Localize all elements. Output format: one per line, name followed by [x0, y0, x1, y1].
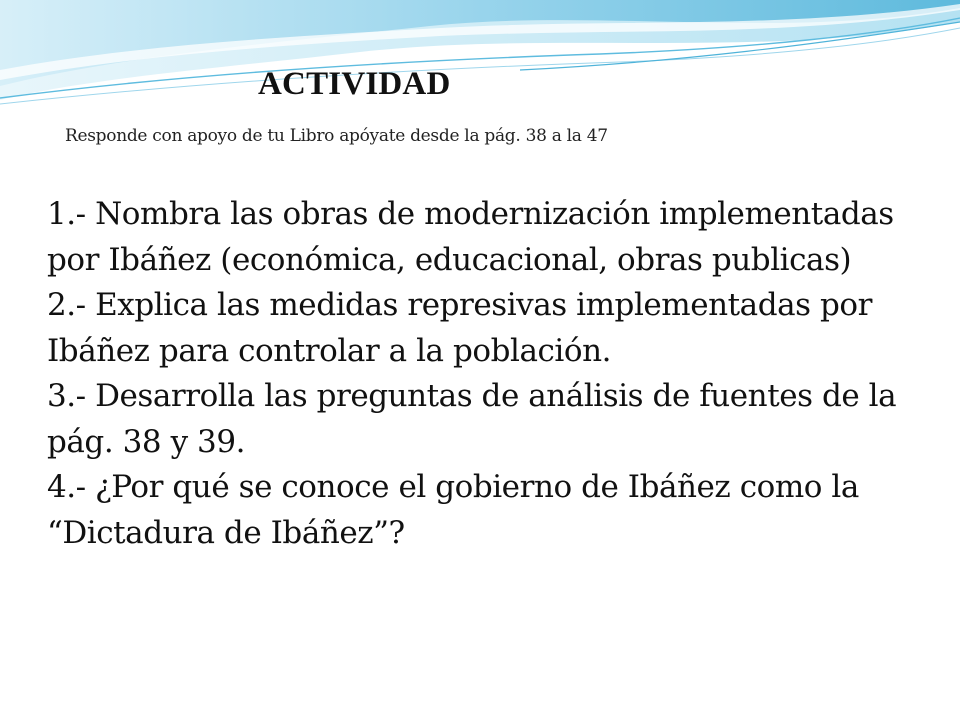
slide-title: ACTIVIDAD — [258, 66, 451, 102]
question-list — [47, 192, 927, 556]
question-item: 2.- Explica las medidas represivas implementadas por Ibáñez para controlar a la población. — [47, 287, 872, 369]
question-item: 4.- ¿Por qué se conoce el gobierno de Ibáñez como la “Dictadura de Ibáñez”? — [47, 469, 859, 551]
question-item: 3.- Desarrolla las preguntas de análisis de fuentes de la pág. 38 y 39. — [47, 378, 897, 460]
slide-subtitle: Responde con apoyo de tu Libro apóyate desde la pág. 38 a la 47 — [65, 126, 608, 146]
question-item: 1.- Nombra las obras de modernización implementadas por Ibáñez (económica, educacional, obras publicas) — [47, 196, 894, 278]
header-wave-decoration — [0, 0, 960, 110]
